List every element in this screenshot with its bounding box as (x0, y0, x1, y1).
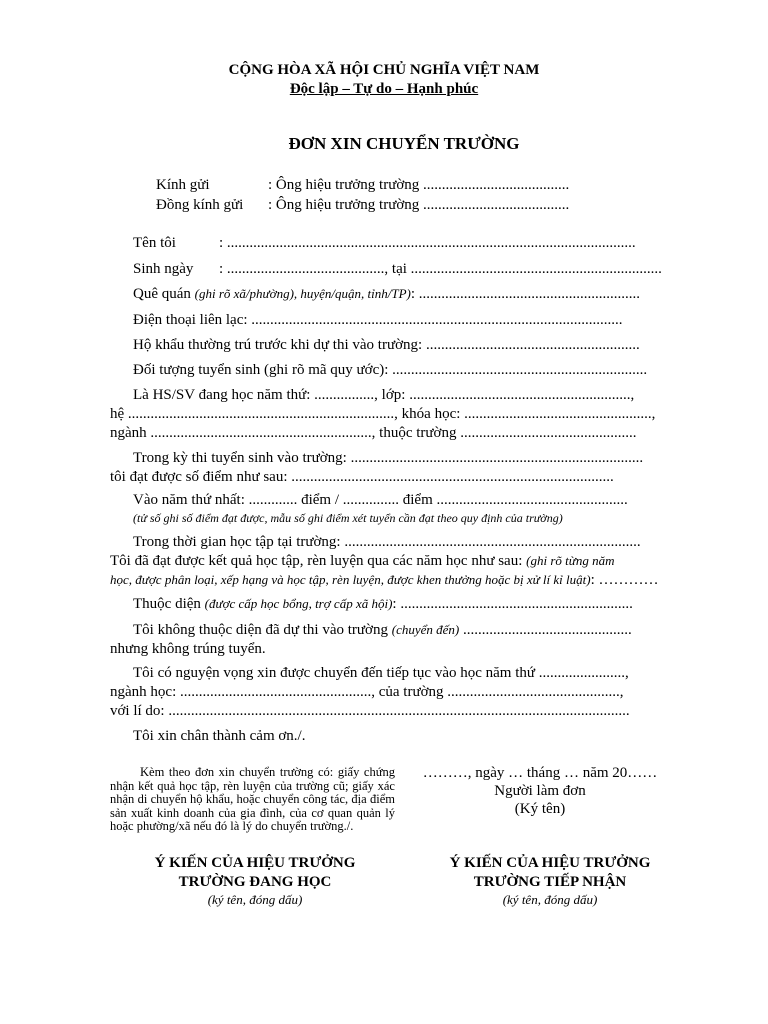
attachment-note: Kèm theo đơn xin chuyển trường có: giấy chứng nhận kết quả học tập, rèn luyện của trường cũ; giấy xác nhận di chuyển hộ khẩu, hoặc chuyển công tác, địa điểm sản xuất kinh doanh của gia đình, của cơ quan quản lý hoặc phường/xã nếu đó là lý do chuyển trường./. (110, 765, 395, 833)
left-opinion-hint: (ký tên, đóng dấu) (207, 892, 303, 907)
thoi-gian-hint-1: (ghi rõ từng năm (526, 553, 615, 568)
nguyen-vong-line-1: Tôi có nguyện vọng xin được chuyển đến tiếp tục vào học năm thứ ......................., (133, 665, 629, 681)
que-quan-label: Quê quán (133, 286, 195, 302)
sinh-ngay-value: : .........................................., tại ................................................................... (219, 261, 662, 277)
nguyen-vong-line-2: ngành học: ..................................................., của trường .............................................., (110, 684, 624, 700)
country-header: CỘNG HÒA XÃ HỘI CHỦ NGHĨA VIỆT NAM (228, 62, 540, 78)
que-quan-hint: (ghi rõ xã/phường), huyện/quận, tỉnh/TP) (194, 286, 411, 301)
signer-label: Người làm đơn (494, 783, 586, 799)
ky-thi-line-2: tôi đạt được số điểm như sau: ...................................................................................... (110, 469, 614, 485)
right-opinion-title-1: Ý KIẾN CỦA HIỆU TRƯỞNG (449, 855, 651, 871)
left-opinion-title-1: Ý KIẾN CỦA HIỆU TRƯỞNG (154, 855, 356, 871)
vao-nam-hint: (tử số ghi số điểm đạt được, mẫu số ghi điểm xét tuyển cần đạt theo quy định của trường) (133, 511, 563, 525)
right-opinion-title-2: TRƯỜNG TIẾP NHẬN (473, 874, 627, 890)
khong-thuoc-value: ............................................. (459, 622, 632, 638)
ten-toi-label: Tên tôi (133, 235, 176, 251)
thoi-gian-line-1: Trong thời gian học tập tại trường: ............................................................................... (133, 534, 641, 550)
motto: Độc lập – Tự do – Hạnh phúc (289, 81, 479, 97)
thoi-gian-text: Tôi đã đạt được kết quả học tập, rèn luyện qua các năm học như sau: (110, 553, 527, 569)
dien-thoai-line: Điện thoại liên lạc: ................................................................................................... (133, 312, 623, 328)
sinh-ngay-label: Sinh ngày (133, 261, 194, 277)
ky-thi-line-1: Trong kỳ thi tuyển sinh vào trường: .............................................................................. (133, 450, 644, 466)
hssv-line-1: Là HS/SV đang học năm thứ: ................, lớp: ..........................................................., (133, 387, 635, 403)
thuoc-dien-value: : .............................................................. (392, 596, 633, 612)
document-title: ĐƠN XIN CHUYỂN TRƯỜNG (288, 134, 520, 153)
hssv-line-3: ngành ..........................................................., thuộc trường ............................................... (110, 425, 637, 441)
nguyen-vong-line-3: với lí do: ........................................................................................................................... (110, 703, 630, 719)
hssv-line-2: hệ ......................................................................., khóa học: .................................................., (110, 406, 656, 422)
khong-thuoc-label: Tôi không thuộc diện đã dự thi vào trường (133, 622, 392, 638)
motto-wrap (0, 81, 768, 98)
thuoc-dien-label: Thuộc diện (133, 596, 205, 612)
kinh-gui-value: : Ông hiệu trưởng trường ....................................... (268, 177, 570, 193)
khong-thuoc-line-2: nhưng không trúng tuyển. (110, 641, 266, 657)
que-quan-line (133, 286, 640, 303)
thuoc-dien-hint: (được cấp học bổng, trợ cấp xã hội) (204, 596, 393, 611)
ho-khau-line: Hộ khẩu thường trú trước khi dự thi vào trường: ......................................................... (133, 337, 640, 353)
thoi-gian-hint-2: học, được phân loại, xếp hạng và học tập, rèn luyện, được khen thưởng hoặc bị xử lí kỉ luật) (110, 572, 591, 587)
kinh-gui-label: Kính gửi (156, 177, 210, 193)
dong-kinh-gui-label: Đồng kính gửi (156, 197, 244, 213)
doi-tuong-line: Đối tượng tuyển sinh (ghi rõ mã quy ước): .................................................................... (133, 362, 648, 378)
thoi-gian-tail: : ………… (590, 572, 659, 588)
khong-thuoc-hint: (chuyển đến) (391, 622, 460, 637)
khong-thuoc-line-1 (133, 622, 632, 639)
que-quan-value: : ........................................................... (410, 286, 641, 302)
dong-kinh-gui-value: : Ông hiệu trưởng trường ....................................... (268, 197, 570, 213)
left-opinion-title-2: TRƯỜNG ĐANG HỌC (178, 874, 332, 890)
sign-hint: (Ký tên) (514, 801, 566, 817)
right-opinion-hint: (ký tên, đóng dấu) (502, 892, 598, 907)
thuoc-dien-line (133, 596, 633, 613)
thank-you-line: Tôi xin chân thành cảm ơn./. (133, 728, 306, 744)
ten-toi-value: : ............................................................................................................. (219, 235, 636, 251)
thoi-gian-line-2 (110, 553, 614, 570)
vao-nam-line: Vào năm thứ nhất: ............. điểm / ............... điểm ................................................... (133, 492, 628, 508)
date-line: ………, ngày … tháng … năm 20…… (422, 765, 658, 781)
thoi-gian-line-3 (110, 572, 659, 589)
